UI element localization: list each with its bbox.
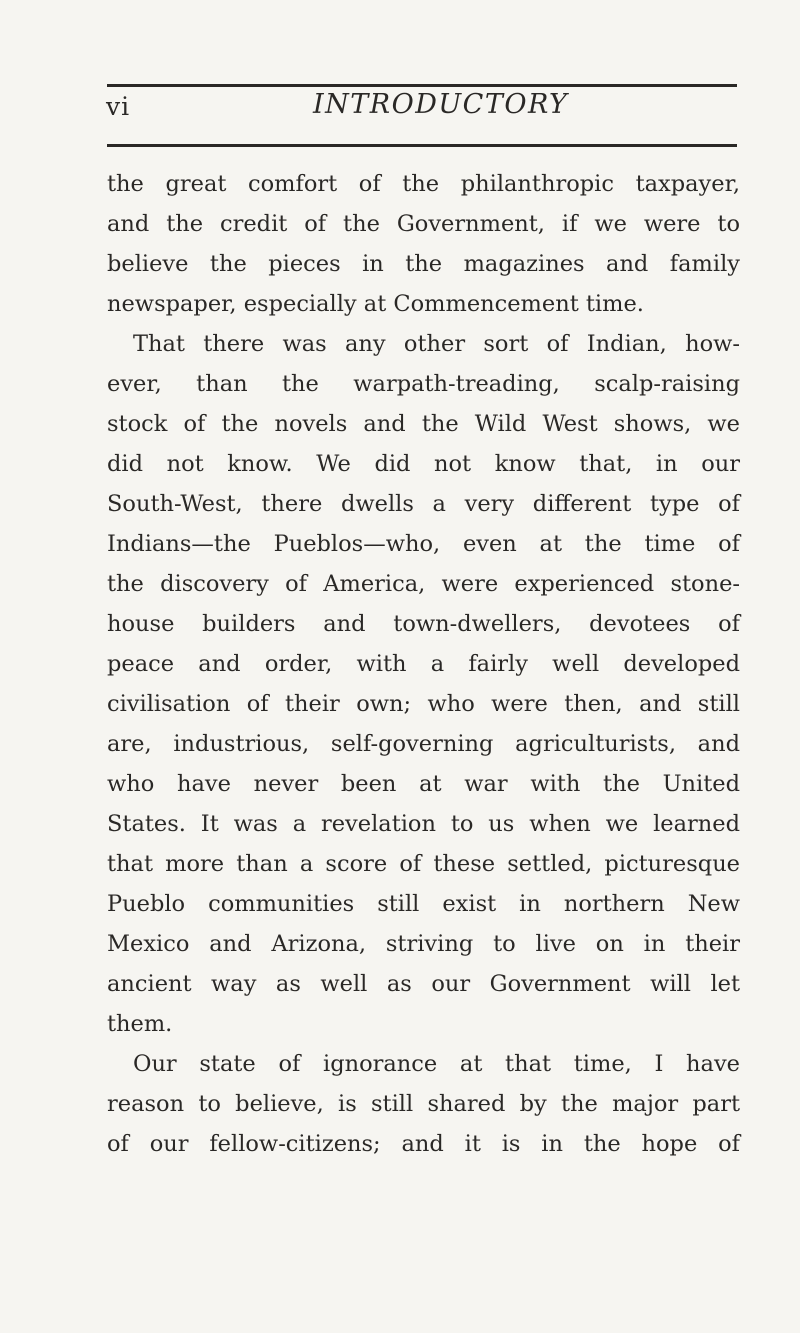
text-line: them. [107,1011,173,1037]
header-bottom-rule [107,144,737,147]
header-top-rule [107,84,737,87]
text-line: newspaper, especially at Commencement time. [107,291,644,317]
text-line: are, industrious, self-governing agriculturists, and [107,731,740,757]
text-line: house builders and town-dwellers, devotees of [107,611,740,637]
text-line: of our fellow-citizens; and it is in the hope of [107,1131,740,1157]
text-line: Pueblo communities still exist in northern New [107,891,740,917]
running-head: INTRODUCTORY [313,89,569,120]
text-line: civilisation of their own; who were then, and still [107,691,740,717]
text-line: who have never been at war with the United [107,771,740,797]
page-number: vi [106,92,131,121]
text-line: stock of the novels and the Wild West shows, we [107,411,740,437]
text-line: peace and order, with a fairly well developed [107,651,740,677]
text-line: States. It was a revelation to us when we learned [107,811,740,837]
paragraph-start-line: That there was any other sort of Indian, how- [133,331,740,357]
text-line: ancient way as well as our Government will let [107,971,740,997]
text-line: Indians—the Pueblos—who, even at the time of [107,531,740,557]
text-line: did not know. We did not know that, in our [107,451,740,477]
text-line: that more than a score of these settled, picturesque [107,851,740,877]
text-line: South-West, there dwells a very different type of [107,491,740,517]
text-line: ever, than the warpath-treading, scalp-raising [107,371,740,397]
text-line: believe the pieces in the magazines and family [107,251,740,277]
text-line: and the credit of the Government, if we were to [107,211,740,237]
text-line: reason to believe, is still shared by the major part [107,1091,740,1117]
text-line: the discovery of America, were experienced stone- [107,571,740,597]
text-line: the great comfort of the philanthropic taxpayer, [107,171,740,197]
paragraph-start-line: Our state of ignorance at that time, I have [133,1051,740,1077]
text-line: Mexico and Arizona, striving to live on in their [107,931,740,957]
